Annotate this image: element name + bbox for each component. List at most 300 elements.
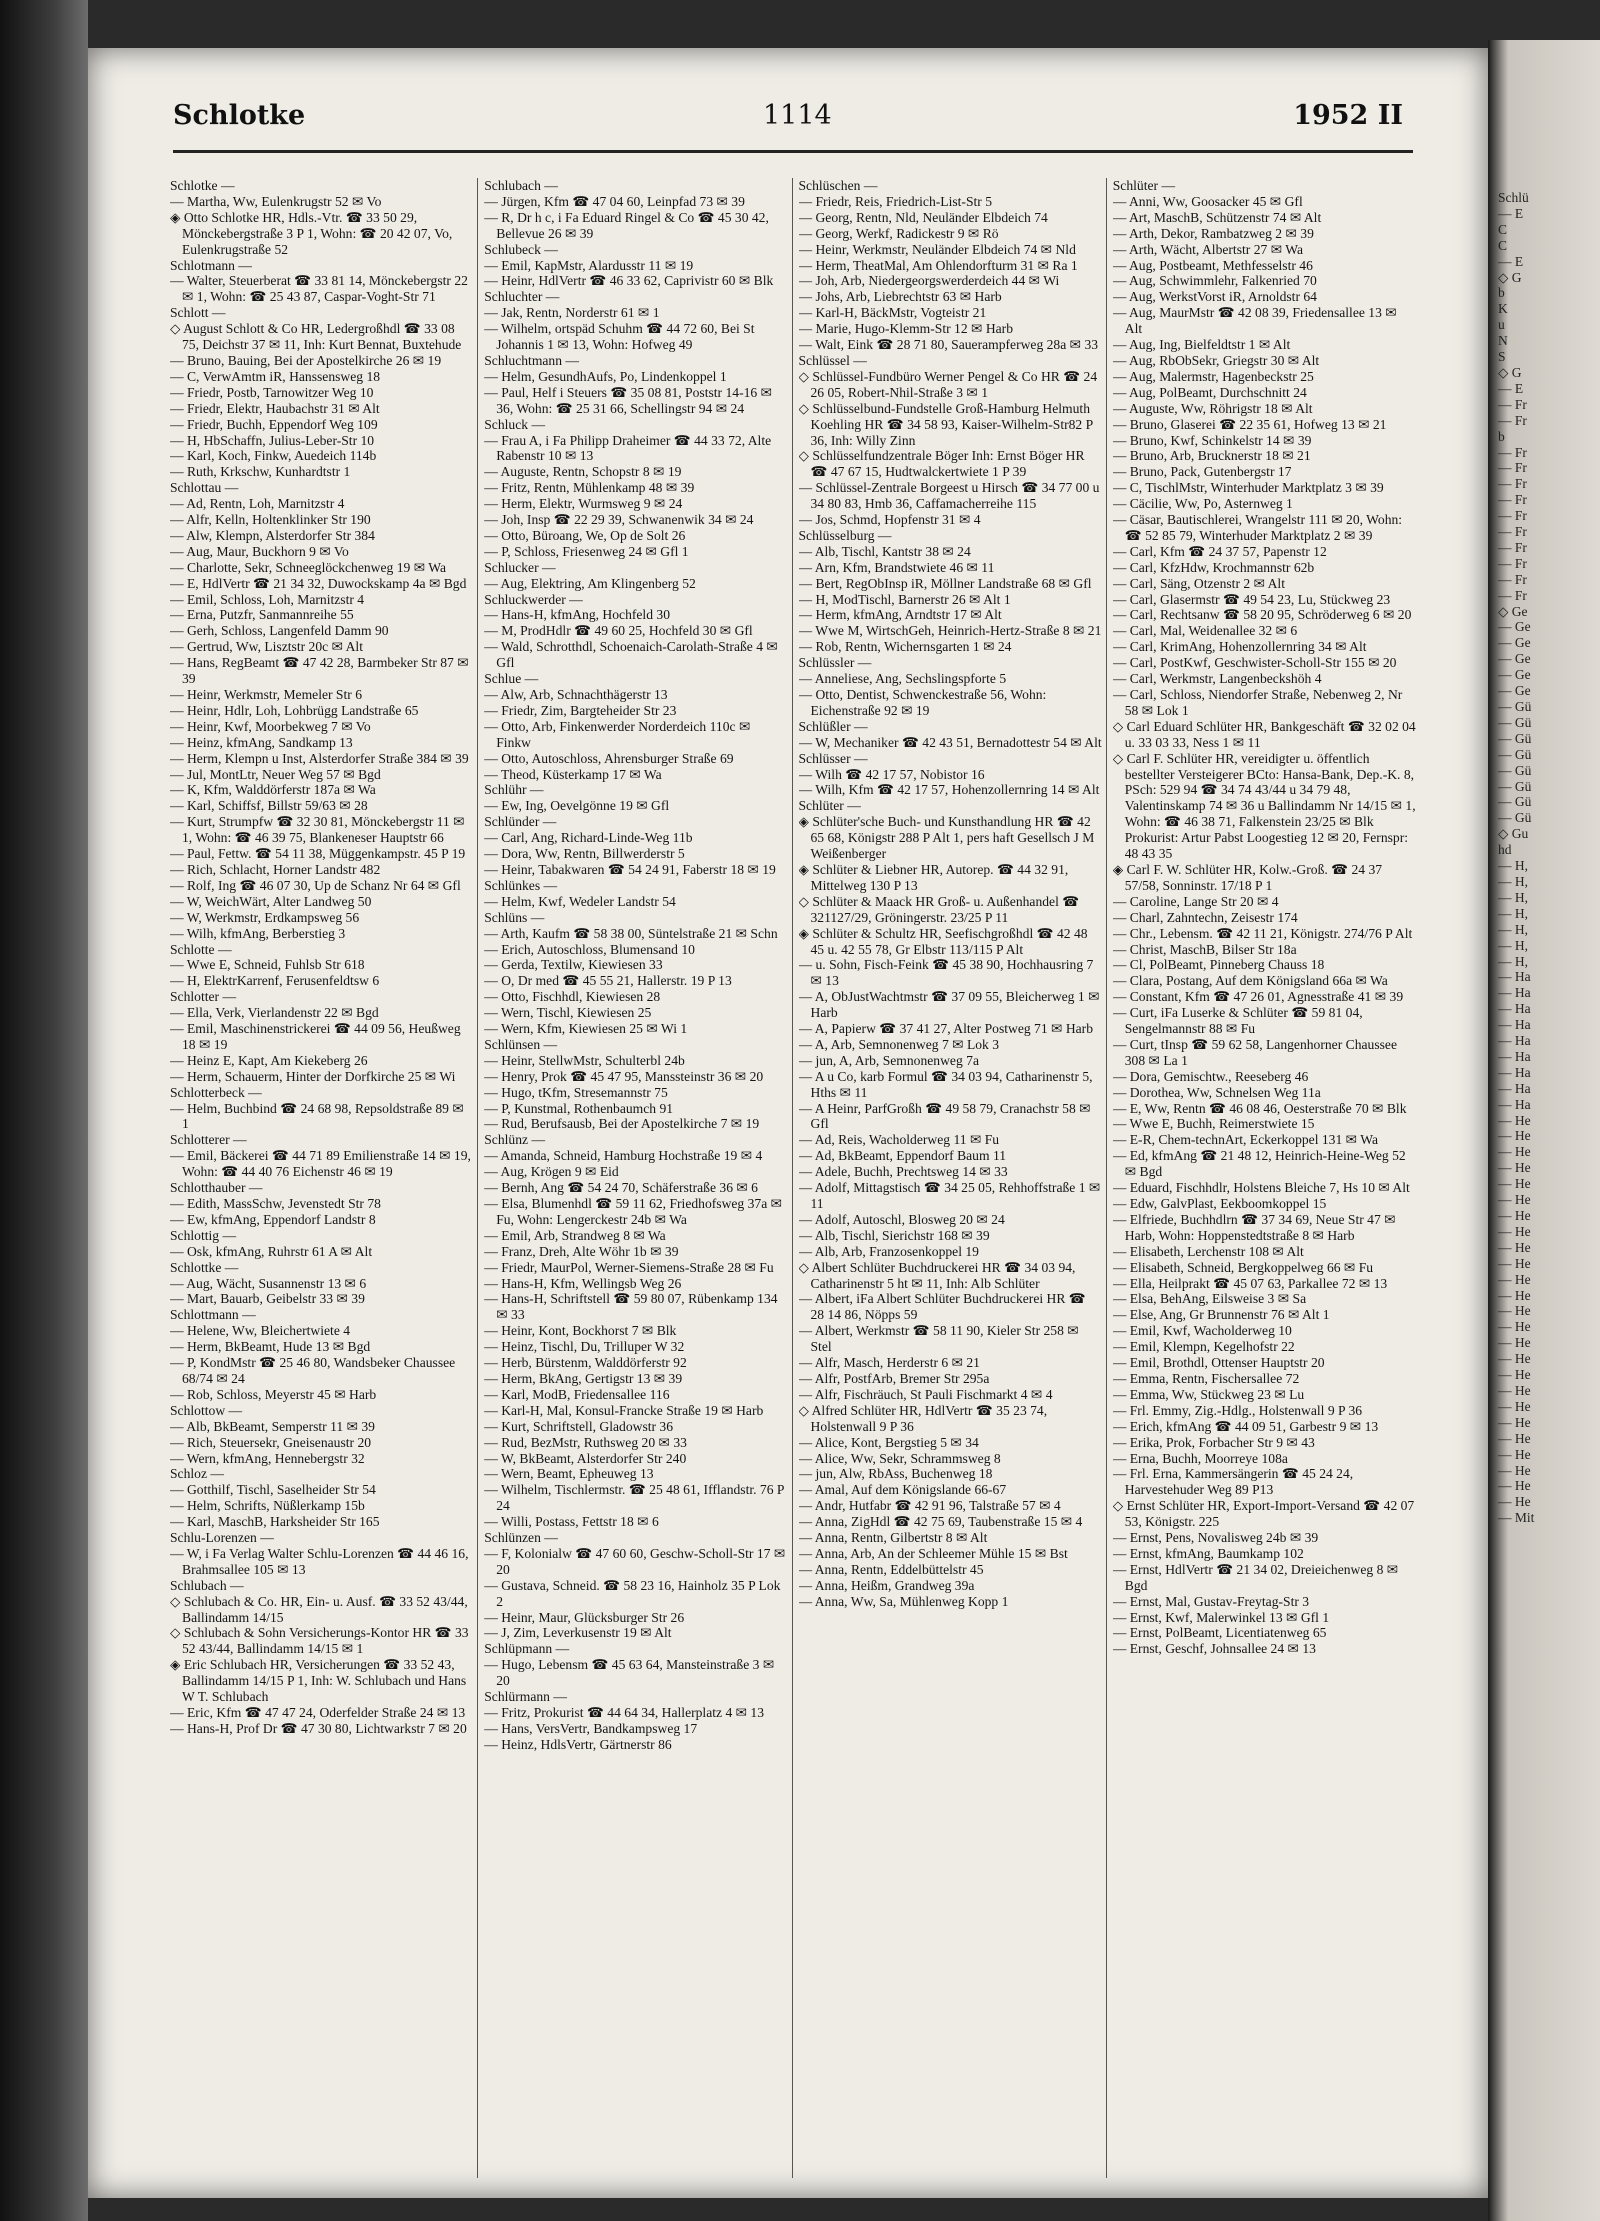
directory-entry: — Frl. Erna, Kammersängerin ☎ 45 24 24, Harvestehuder Weg 89 P13 <box>1112 1466 1354 1498</box>
directory-entry: — Auguste, Ww, Röhrigstr 18 ✉ Alt <box>1112 400 1313 416</box>
directory-entry: — Fritz, Prokurist ☎ 44 64 34, Hallerplatz 4 ✉ 13 <box>484 1705 765 1720</box>
directory-entry: — Aug, PolBeamt, Durchschnitt 24 <box>1112 384 1307 400</box>
directory-entry: — Charl, Zahntechn, Zeisestr 174 <box>1112 909 1298 925</box>
directory-entry: — Gerda, Textilw, Kiewiesen 33 <box>484 957 663 973</box>
directory-entry: — Auguste, Rentn, Schopstr 8 ✉ 19 <box>484 464 682 480</box>
directory-entry: — Aug, RbObSekr, Griegstr 30 ✉ Alt <box>1112 352 1320 368</box>
directory-entry: — Otto, Fischhdl, Kiewiesen 28 <box>484 989 661 1005</box>
adjacent-page-line: — Gü <box>1498 714 1532 730</box>
adjacent-page-line: — He <box>1498 1176 1531 1192</box>
directory-entry: — P, KondMstr ☎ 25 46 80, Wandsbeker Chaussee 68/74 ✉ 24 <box>170 1355 456 1386</box>
directory-entry: — Carl, Werkmstr, Langenbeckshöh 4 <box>1112 671 1322 687</box>
directory-entry: — Marie, Hugo-Klemm-Str 12 ✉ Harb <box>798 321 1013 337</box>
directory-entry: — Wald, Schrotthdl, Schoenaich-Carolath-Straße 4 ✉ Gfl <box>484 639 778 671</box>
adjacent-page-line: — H, <box>1498 905 1528 921</box>
directory-entry: — Amal, Auf dem Königslande 66-67 <box>798 1482 1007 1498</box>
directory-entry: — Clara, Postang, Auf dem Königsland 66a ✉ Wa <box>1112 973 1388 989</box>
adjacent-page-line: — Ge <box>1498 619 1531 635</box>
directory-entry: — Rolf, Ing ☎ 46 07 30, Up de Schanz Nr 64 ✉ Gfl <box>170 877 461 893</box>
directory-entry: Schlottke — <box>170 1259 239 1275</box>
directory-entry: — Heinr, Werkmstr, Memeler Str 6 <box>170 687 362 702</box>
directory-entry: — Adolf, Autoschl, Blosweg 20 ✉ 24 <box>798 1211 1005 1227</box>
adjacent-page-line: — Fr <box>1498 444 1527 460</box>
adjacent-page-line: — He <box>1498 1478 1531 1494</box>
directory-entry: — Rich, Schlacht, Horner Landstr 482 <box>170 861 381 877</box>
directory-entry: — Heinr, Kont, Bockhorst 7 ✉ Blk <box>484 1323 677 1339</box>
directory-entry: ◇ Schlüter & Maack HR Groß- u. Außenhandel ☎ 321127/29, Gröningerstr. 23/25 P 11 <box>798 893 1080 925</box>
directory-entry: — C, TischlMstr, Winterhuder Marktplatz 3 ✉ 39 <box>1112 480 1384 496</box>
directory-entry: — Carl, Schloss, Niendorfer Straße, Nebenweg 2, Nr 58 ✉ Lok 1 <box>1112 687 1403 718</box>
directory-entry: — Emma, Ww, Stückweg 23 ✉ Lu <box>1112 1386 1305 1402</box>
directory-entry: — Hugo, tKfm, Stresemannstr 75 <box>484 1084 668 1100</box>
adjacent-page-line: — He <box>1498 1382 1531 1398</box>
directory-entry: — Carl, Ang, Richard-Linde-Weg 11b <box>484 830 693 846</box>
directory-entry: Schlürmann — <box>484 1689 567 1705</box>
adjacent-page-line: — Ge <box>1498 635 1531 651</box>
adjacent-page-line: — Gü <box>1498 730 1532 746</box>
adjacent-page-line: ◇ G <box>1498 269 1522 285</box>
directory-entry: — Heinr, Hdlr, Loh, Lohbrügg Landstraße 65 <box>170 702 419 718</box>
adjacent-page-line: — Gü <box>1498 810 1532 826</box>
column-4 <box>1113 178 1420 2178</box>
directory-entry: — A Heinr, ParfGroßh ☎ 49 58 79, Cranachstr 58 ✉ Gfl <box>798 1100 1091 1132</box>
directory-entry: Schluckwerder — <box>484 591 583 607</box>
directory-entry: — Herm, BkBeamt, Hude 13 ✉ Bgd <box>170 1339 371 1355</box>
directory-entry: — Amanda, Schneid, Hamburg Hochstraße 19 ✉ 4 <box>484 1148 763 1164</box>
directory-entry: — Wwe E, Schneid, Fuhlsb Str 618 <box>170 957 365 973</box>
directory-entry: ◈ Otto Schlotke HR, Hdls.-Vtr. ☎ 33 50 29, Mönckebergstraße 3 P 1, Wohn: ☎ 20 42 07, Vo, Eulenkrugstraße 52 <box>170 209 453 257</box>
adjacent-page-line: — Fr <box>1498 539 1527 555</box>
directory-entry: — Paul, Helf i Steuers ☎ 35 08 81, Poststr 14-16 ✉ 36, Wohn: ☎ 25 31 66, Schellingstr 94 ✉ 24 <box>484 384 772 416</box>
directory-entry: ◇ Schlüsselbund-Fundstelle Groß-Hamburg Helmuth Koehling HR ☎ 34 58 93, Kaiser-Wilhelm-Str82 P 36, Inh: Willy Zinn <box>798 400 1093 448</box>
directory-entry: — Arth, Dekor, Rambatzweg 2 ✉ 39 <box>1112 225 1314 241</box>
header-year: 1952 II <box>1293 100 1403 131</box>
directory-entry: — Osk, kfmAng, Ruhrstr 61 A ✉ Alt <box>170 1243 373 1259</box>
adjacent-page-line: — He <box>1498 1351 1531 1367</box>
directory-entry: ◈ Eric Schlubach HR, Versicherungen ☎ 33 52 43, Ballindamm 14/15 P 1, Inh: W. Schlubach und Hans W T. Schlubach <box>170 1657 467 1705</box>
directory-entry: — Paul, Fettw. ☎ 54 11 38, Müggenkampstr. 45 P 19 <box>170 846 466 862</box>
directory-entry: — Heinr, StellwMstr, Schulterbl 24b <box>484 1052 685 1068</box>
directory-entry: — Elfriede, Buchhdlrn ☎ 37 34 69, Neue Str 47 ✉ Harb, Wohn: Hoppenstedtstraße 8 ✉ Harb <box>1112 1211 1396 1243</box>
directory-entry: — Theod, Küsterkamp 17 ✉ Wa <box>484 766 662 782</box>
adjacent-page-line: — Ha <box>1498 1080 1531 1096</box>
directory-entry: — Alb, Tischl, Sierichstr 168 ✉ 39 <box>798 1227 990 1243</box>
directory-entry: — Ernst, PolBeamt, Licentiatenweg 65 <box>1112 1625 1327 1641</box>
directory-entry: — Carl, Glasermstr ☎ 49 54 23, Lu, Stückweg 23 <box>1112 591 1391 607</box>
directory-entry: — Heinz E, Kapt, Am Kiekeberg 26 <box>170 1052 368 1068</box>
directory-entry: Schlüssler — <box>798 655 872 671</box>
adjacent-page-line: — He <box>1498 1223 1531 1239</box>
adjacent-page-line: — Fr <box>1498 587 1527 603</box>
directory-entry: Schlubeck — <box>484 241 558 257</box>
directory-entry: — Henry, Prok ☎ 45 47 95, Manssteinstr 36 ✉ 20 <box>484 1068 764 1084</box>
directory-entry: — Emil, Maschinenstrickerei ☎ 44 09 56, Heußweg 18 ✉ 19 <box>170 1021 461 1052</box>
directory-entry: — Anna, Ww, Sa, Mühlenweg Kopp 1 <box>798 1593 1009 1609</box>
directory-entry: — Bruno, Arb, Brucknerstr 18 ✉ 21 <box>1112 448 1311 464</box>
directory-entry: — Friedr, Zim, Bargteheider Str 23 <box>484 702 677 718</box>
directory-entry: Schlotterer — <box>170 1132 247 1148</box>
directory-entry: — Hans-H, kfmAng, Hochfeld 30 <box>484 607 670 623</box>
directory-entry: — Otto, Arb, Finkenwerder Norderdeich 110c ✉ Finkw <box>484 718 751 750</box>
adjacent-page-edge <box>1488 40 1600 2221</box>
adjacent-page-line: Schlü <box>1498 190 1529 205</box>
directory-entry: — Art, MaschB, Schützenstr 74 ✉ Alt <box>1112 209 1322 225</box>
directory-entry: — Jos, Schmd, Hopfenstr 31 ✉ 4 <box>798 512 981 528</box>
directory-entry: ◇ Schlüsselfundzentrale Böger Inh: Ernst Böger HR ☎ 47 67 15, Hudtwalckertwiete 1 P 39 <box>798 448 1085 480</box>
directory-entry: — Constant, Kfm ☎ 47 26 01, Agnesstraße 41 ✉ 39 <box>1112 989 1404 1005</box>
directory-entry: Schlüter — <box>1112 178 1176 193</box>
adjacent-page-line: — Ha <box>1498 1064 1531 1080</box>
directory-entry: — Wilhelm, Tischlermstr. ☎ 25 48 61, Ifflandstr. 76 P 24 <box>484 1482 784 1514</box>
directory-entry: — Alw, Klempn, Alsterdorfer Str 384 <box>170 527 375 543</box>
directory-entry: Schluchtmann — <box>484 352 580 368</box>
directory-entry: Schlotte — <box>170 941 232 957</box>
directory-entry: — Ad, BkBeamt, Eppendorf Baum 11 <box>798 1148 1007 1164</box>
directory-entry: — Heinr, Kwf, Moorbekweg 7 ✉ Vo <box>170 718 371 734</box>
header-name: Schlotke <box>173 100 306 131</box>
directory-entry: — E-R, Chem-technArt, Eckerkoppel 131 ✉ Wa <box>1112 1132 1378 1148</box>
directory-entry: — Erika, Prok, Forbacher Str 9 ✉ 43 <box>1112 1434 1315 1450</box>
directory-entry: Schlubach — <box>484 178 558 193</box>
directory-entry: — Ernst, kfmAng, Baumkamp 102 <box>1112 1545 1304 1561</box>
directory-entry: — Aug, Schwimmlehr, Falkenried 70 <box>1112 273 1317 289</box>
adjacent-page-line: — Gü <box>1498 794 1532 810</box>
directory-entry: — Ew, Ing, Oevelgönne 19 ✉ Gfl <box>484 798 670 814</box>
directory-entry: Schlühr — <box>484 782 544 798</box>
directory-entry: — Aug, Krögen 9 ✉ Eid <box>484 1164 619 1180</box>
directory-entry: — Heinz, HdlsVertr, Gärtnerstr 86 <box>484 1736 672 1752</box>
directory-entry: — Ed, kfmAng ☎ 21 48 12, Heinrich-Heine-Weg 52 ✉ Bgd <box>1112 1148 1406 1180</box>
header-page-number: 1114 <box>763 100 832 131</box>
directory-entry: Schlünder — <box>484 814 557 830</box>
adjacent-page-line: — He <box>1498 1335 1531 1351</box>
directory-entry: — Wilh, kfmAng, Berberstieg 3 <box>170 925 346 941</box>
directory-entry: Schlotmann — <box>170 257 252 273</box>
directory-entry: — H, ElektrKarrenf, Ferusenfeldtsw 6 <box>170 973 380 989</box>
directory-entry: — Bruno, Glaserei ☎ 22 35 61, Hofweg 13 ✉ 21 <box>1112 416 1387 432</box>
directory-entry: — Erich, Autoschloss, Blumensand 10 <box>484 941 695 957</box>
adjacent-page-line: — Ha <box>1498 1048 1531 1064</box>
adjacent-page-line: — H, <box>1498 921 1528 937</box>
directory-entry: — Carl, KfzHdw, Krochmannstr 62b <box>1112 559 1315 575</box>
directory-entry: — Frau A, i Fa Philipp Draheimer ☎ 44 33 72, Alte Rabenstr 10 ✉ 13 <box>484 432 772 464</box>
adjacent-page-line: — He <box>1498 1398 1531 1414</box>
adjacent-page-line: — He <box>1498 1255 1531 1271</box>
directory-entry: — Herb, Bürstenm, Walddörferstr 92 <box>484 1355 687 1371</box>
directory-entry: Schlottau — <box>170 480 239 496</box>
directory-entry: — Helm, GesundhAufs, Po, Lindenkoppel 1 <box>484 368 727 384</box>
directory-entry: — Alfr, Fischräuch, St Pauli Fischmarkt 4 ✉ 4 <box>798 1386 1053 1402</box>
directory-entry: — Anna, Heißm, Grandweg 39a <box>798 1577 975 1593</box>
directory-entry: — Kurt, Strumpfw ☎ 32 30 81, Mönckebergstr 11 ✉ 1, Wohn: ☎ 46 39 75, Blankeneser Hauptstr 66 <box>170 814 465 846</box>
directory-entry: — Heinz, Tischl, Du, Trilluper W 32 <box>484 1339 685 1355</box>
adjacent-page-line: — He <box>1498 1271 1531 1287</box>
adjacent-page-line: — Fr <box>1498 412 1527 428</box>
directory-entry: — Cäcilie, Ww, Po, Asternweg 1 <box>1112 496 1293 512</box>
directory-entry: Schlucker — <box>484 559 556 575</box>
directory-entry: — Schlüssel-Zentrale Borgeest u Hirsch ☎ 34 77 00 u 34 80 83, Hmb 36, Caffamacherreihe 115 <box>798 480 1100 512</box>
directory-entry: Schlüschen — <box>798 178 878 193</box>
directory-entry: — Anneliese, Ang, Sechslingspforte 5 <box>798 671 1007 687</box>
directory-entry: — Gerh, Schloss, Langenfeld Damm 90 <box>170 623 389 639</box>
directory-entry: — Adele, Buchh, Prechtsweg 14 ✉ 33 <box>798 1164 1008 1180</box>
directory-entry: — Gotthilf, Tischl, Saselheider Str 54 <box>170 1482 376 1498</box>
adjacent-page-line: b <box>1498 285 1505 301</box>
adjacent-page-line: — He <box>1498 1462 1531 1478</box>
directory-entry: — Emil, Brothdl, Ottenser Hauptstr 20 <box>1112 1355 1325 1371</box>
directory-entry: — Wwe M, WirtschGeh, Heinrich-Hertz-Straße 8 ✉ 21 <box>798 623 1102 639</box>
directory-entry: — Ernst, HdlVertr ☎ 21 34 02, Dreieichenweg 8 ✉ Bgd <box>1112 1561 1399 1593</box>
directory-entry: ◇ August Schlott & Co HR, Ledergroßhdl ☎ 33 08 75, Deichstr 37 ✉ 11, Inh: Kurt Bennat, Buxtehude <box>170 321 462 353</box>
directory-entry: ◇ Schlubach & Sohn Versicherungs-Kontor HR ☎ 33 52 43/44, Ballindamm 14/15 ✉ 1 <box>170 1625 469 1657</box>
directory-entry: — M, ProdHdlr ☎ 49 60 25, Hochfeld 30 ✉ Gfl <box>484 623 753 639</box>
adjacent-page-line: — H, <box>1498 953 1528 969</box>
directory-entry: — Karl-H, Mal, Konsul-Francke Straße 19 ✉ Harb <box>484 1402 764 1418</box>
directory-entry: — Emil, Schloss, Loh, Marnitzstr 4 <box>170 591 365 607</box>
directory-entry: — Alice, Kont, Bergstieg 5 ✉ 34 <box>798 1434 979 1450</box>
adjacent-page-line: — Ha <box>1498 1001 1531 1017</box>
directory-entry: Schlottmann — <box>170 1307 256 1323</box>
directory-entry: — A u Co, karb Formul ☎ 34 03 94, Catharinenstr 5, Hths ✉ 11 <box>798 1068 1093 1100</box>
directory-entry: — Jak, Rentn, Norderstr 61 ✉ 1 <box>484 305 660 321</box>
directory-entry: — Hugo, Lebensm ☎ 45 63 64, Mansteinstraße 3 ✉ 20 <box>484 1657 775 1689</box>
adjacent-page-line: S <box>1498 349 1506 365</box>
directory-entry: — Elisabeth, Schneid, Bergkoppelweg 66 ✉ Fu <box>1112 1259 1374 1275</box>
directory-entry: — Emil, Kwf, Wacholderweg 10 <box>1112 1323 1292 1339</box>
adjacent-page-line: — Fr <box>1498 396 1527 412</box>
directory-entry: — Wern, Beamt, Epheuweg 13 <box>484 1466 654 1482</box>
directory-entry: — Emil, Klempn, Kegelhofstr 22 <box>1112 1339 1295 1355</box>
adjacent-page-line: — Fr <box>1498 476 1527 492</box>
directory-entry: — jun, A, Arb, Semnonenweg 7a <box>798 1052 979 1068</box>
directory-entry: — Curt, iFa Luserke & Schlüter ☎ 59 81 04, Sengelmannstr 88 ✉ Fu <box>1112 1005 1363 1037</box>
directory-entry: — W, Werkmstr, Erdkampsweg 56 <box>170 909 360 925</box>
directory-entry: — A, Papierw ☎ 37 41 27, Alter Postweg 71 ✉ Harb <box>798 1021 1094 1037</box>
adjacent-page-line: — Ge <box>1498 651 1531 667</box>
directory-entry: — Cäsar, Bautischlerei, Wrangelstr 111 ✉ 20, Wohn: ☎ 52 85 79, Winterhuder Marktplatz 2 ✉ 39 <box>1112 512 1403 543</box>
directory-entry: — Herm, Klempn u Inst, Alsterdorfer Straße 384 ✉ 39 <box>170 750 469 766</box>
directory-entry: — Emma, Rentn, Fischersallee 72 <box>1112 1370 1300 1386</box>
directory-entry: — Dorothea, Ww, Schnelsen Weg 11a <box>1112 1084 1321 1100</box>
adjacent-page-line: — He <box>1498 1287 1531 1303</box>
adjacent-page-line: — Gü <box>1498 746 1532 762</box>
directory-entry: — Rud, BezMstr, Ruthsweg 20 ✉ 33 <box>484 1434 687 1450</box>
directory-entry: — Hans-H, Kfm, Wellingsb Weg 26 <box>484 1275 682 1291</box>
directory-entry: — Hans-H, Schriftstell ☎ 59 80 07, Rübenkamp 134 ✉ 33 <box>484 1291 778 1323</box>
directory-entry: — Heinr, HdlVertr ☎ 46 33 62, Caprivistr 60 ✉ Blk <box>484 273 774 289</box>
directory-entry: — Curt, tInsp ☎ 59 62 58, Langenhorner Chaussee 308 ✉ La 1 <box>1112 1036 1397 1068</box>
directory-entry: Schlotke — <box>170 178 235 193</box>
adjacent-page-line: — H, <box>1498 937 1528 953</box>
directory-entry: Schlünsen — <box>484 1036 558 1052</box>
adjacent-page-line: — Fr <box>1498 492 1527 508</box>
directory-entry: — Rud, Berufsausb, Bei der Apostelkirche 7 ✉ 19 <box>484 1116 760 1132</box>
directory-entry: — Herm, kfmAng, Arndtstr 17 ✉ Alt <box>798 607 1002 623</box>
directory-entry: — Aug, Malermstr, Hagenbeckstr 25 <box>1112 368 1314 384</box>
directory-entry: — Walter, Steuerberat ☎ 33 81 14, Mönckebergstr 22 ✉ 1, Wohn: ☎ 25 43 87, Caspar-Voght-Str 71 <box>170 273 468 305</box>
directory-entry: — Aug, Wächt, Susannenstr 13 ✉ 6 <box>170 1275 367 1291</box>
directory-entry: — Helm, Kwf, Wedeler Landstr 54 <box>484 893 676 909</box>
directory-entry: Schlüsselburg — <box>798 527 892 543</box>
directory-entry: — Anni, Ww, Goosacker 45 ✉ Gfl <box>1112 193 1303 209</box>
directory-entry: — Joh, Insp ☎ 22 29 39, Schwanenwik 34 ✉ 24 <box>484 512 754 528</box>
directory-entry: — Herm, TheatMal, Am Ohlendorfturm 31 ✉ Ra 1 <box>798 257 1078 273</box>
column-3 <box>799 178 1107 2178</box>
directory-entry: — Elisabeth, Lerchenstr 108 ✉ Alt <box>1112 1243 1304 1259</box>
directory-entry: — W, WeichWärt, Alter Landweg 50 <box>170 893 372 909</box>
directory-entry: — Aug, Elektring, Am Klingenberg 52 <box>484 575 696 591</box>
directory-entry: — Karl, ModB, Friedensallee 116 <box>484 1386 670 1402</box>
adjacent-page-line: K <box>1498 301 1508 317</box>
directory-entry: ◇ Ernst Schlüter HR, Export-Import-Versand ☎ 42 07 53, Königstr. 225 <box>1112 1498 1415 1530</box>
directory-entry: — Carl, PostKwf, Geschwister-Scholl-Str 155 ✉ 20 <box>1112 655 1397 671</box>
page-header <box>173 100 1413 153</box>
directory-entry: Schluchter — <box>484 289 560 305</box>
directory-entry: — Bernh, Ang ☎ 54 24 70, Schäferstraße 36 ✉ 6 <box>484 1180 758 1196</box>
directory-entry: — Wern, kfmAng, Hennebergstr 32 <box>170 1450 365 1466</box>
adjacent-page-line: — Fr <box>1498 460 1527 476</box>
directory-entry: — Fritz, Rentn, Mühlenkamp 48 ✉ 39 <box>484 480 695 496</box>
directory-entry: — Aug, Maur, Buckhorn 9 ✉ Vo <box>170 543 349 559</box>
directory-entry: — Ruth, Krkschw, Kunhardtstr 1 <box>170 464 351 480</box>
directory-entry: — H, ModTischl, Barnerstr 26 ✉ Alt 1 <box>798 591 1011 607</box>
column-1 <box>170 178 478 2178</box>
directory-entry: — Wilh ☎ 42 17 57, Nobistor 16 <box>798 766 985 782</box>
directory-entry: Schlotthauber — <box>170 1180 263 1196</box>
directory-entry: — Charlotte, Sekr, Schneeglöckchenweg 19 ✉ Wa <box>170 559 447 575</box>
directory-entry: — Joh, Arb, Niedergeorgswerderdeich 44 ✉ Wi <box>798 273 1060 289</box>
adjacent-page-line: N <box>1498 333 1508 349</box>
directory-entry: ◇ Alfred Schlüter HR, HdlVertr ☎ 35 23 74, Holstenwall 9 P 36 <box>798 1402 1048 1434</box>
directory-entry: — Herm, Schauerm, Hinter der Dorfkirche 25 ✉ Wi <box>170 1068 456 1084</box>
directory-entry: — Friedr, Reis, Friedrich-List-Str 5 <box>798 193 993 209</box>
adjacent-page-line: hd <box>1498 842 1512 858</box>
adjacent-page-line: — Ge <box>1498 683 1531 699</box>
directory-entry: — Heinz, kfmAng, Sandkamp 13 <box>170 734 353 750</box>
directory-entry: — Bruno, Bauing, Bei der Apostelkirche 26 ✉ 19 <box>170 352 442 368</box>
adjacent-page-line: — Fr <box>1498 508 1527 524</box>
directory-entry: — Ernst, Pens, Novalisweg 24b ✉ 39 <box>1112 1530 1319 1546</box>
adjacent-page-line: b <box>1498 428 1505 444</box>
directory-entry: Schlüns — <box>484 909 545 925</box>
directory-entry: ◇ Schlubach & Co. HR, Ein- u. Ausf. ☎ 33 52 43/44, Ballindamm 14/15 <box>170 1593 468 1625</box>
directory-entry: — Ella, Verk, Vierlandenstr 22 ✉ Bgd <box>170 1005 379 1021</box>
directory-entry: — Ernst, Kwf, Malerwinkel 13 ✉ Gfl 1 <box>1112 1609 1330 1625</box>
directory-entry: — Adolf, Mittagstisch ☎ 34 25 05, Rehhoffstraße 1 ✉ 11 <box>798 1180 1101 1211</box>
adjacent-page-line: — Ha <box>1498 1096 1531 1112</box>
directory-entry: — Erna, Putzfr, Sanmannreihe 55 <box>170 607 354 623</box>
directory-entry: — Hans-H, Prof Dr ☎ 47 30 80, Lichtwarkstr 7 ✉ 20 <box>170 1720 467 1736</box>
adjacent-page-line: ◇ G <box>1498 364 1522 380</box>
directory-entry: — Otto, Autoschloss, Ahrensburger Straße 69 <box>484 750 734 766</box>
directory-entry: — Bert, RegObInsp iR, Möllner Landstraße 68 ✉ Gfl <box>798 575 1092 591</box>
adjacent-page-line: — Mit <box>1498 1510 1535 1526</box>
directory-entry: — Erna, Buchh, Moorreye 108a <box>1112 1450 1288 1466</box>
adjacent-page-line: — He <box>1498 1239 1531 1255</box>
directory-entry: — Martha, Ww, Eulenkrugstr 52 ✉ Vo <box>170 193 382 209</box>
directory-entry: — C, VerwAmtm iR, Hanssensweg 18 <box>170 368 381 384</box>
directory-entry: ◇ Carl Eduard Schlüter HR, Bankgeschäft ☎ 32 02 04 u. 33 03 33, Ness 1 ✉ 11 <box>1112 718 1416 750</box>
directory-entry: — Carl, Mal, Weidenallee 32 ✉ 6 <box>1112 623 1298 639</box>
adjacent-page-line: — Fr <box>1498 555 1527 571</box>
directory-entry: — A, ObJustWachtmstr ☎ 37 09 55, Bleicherweg 1 ✉ Harb <box>798 989 1100 1021</box>
directory-entry: — Mart, Bauarb, Geibelstr 33 ✉ 39 <box>170 1291 365 1307</box>
directory-entry: — Friedr, Postb, Tarnowitzer Weg 10 <box>170 384 374 400</box>
directory-entry: — Gertrud, Ww, Lisztstr 20c ✉ Alt <box>170 639 363 655</box>
directory-entry: — O, Dr med ☎ 45 55 21, Hallerstr. 19 P 13 <box>484 973 732 989</box>
adjacent-page-line: — E <box>1498 380 1524 396</box>
directory-entry: — Willi, Postass, Fettstr 18 ✉ 6 <box>484 1514 659 1530</box>
directory-entry: — Emil, Arb, Strandweg 8 ✉ Wa <box>484 1227 666 1243</box>
directory-entry: — jun, Alw, RbAss, Buchenweg 18 <box>798 1466 993 1482</box>
adjacent-page-line: — He <box>1498 1446 1531 1462</box>
directory-entry: — R, Dr h c, i Fa Eduard Ringel & Co ☎ 45 30 42, Bellevue 26 ✉ 39 <box>484 209 769 241</box>
directory-entry: — Heinr, Werkmstr, Neuländer Elbdeich 74 ✉ Nld <box>798 241 1076 257</box>
directory-entry: — Albert, iFa Albert Schlüter Buchdruckerei HR ☎ 28 14 86, Nöpps 59 <box>798 1291 1086 1323</box>
adjacent-page-line: — Fr <box>1498 571 1527 587</box>
directory-entry: — Wwe E, Buchh, Reimerstwiete 15 <box>1112 1116 1315 1132</box>
directory-entry: ◇ Schlüssel-Fundbüro Werner Pengel & Co HR ☎ 24 26 05, Robert-Nhil-Straße 3 ✉ 1 <box>798 368 1098 400</box>
directory-entry: — Heinr, Maur, Glücksburger Str 26 <box>484 1609 685 1625</box>
directory-entry: — Herm, BkAng, Gertigstr 13 ✉ 39 <box>484 1370 683 1386</box>
directory-entry: Schlünkes — <box>484 877 558 893</box>
directory-entry: — Rich, Steuersekr, Gneisenaustr 20 <box>170 1434 372 1450</box>
adjacent-page-line: — Ha <box>1498 1033 1531 1049</box>
directory-entry: — Aug, WerkstVorst iR, Arnoldstr 64 <box>1112 289 1317 305</box>
directory-entry: — Karl, Koch, Finkw, Auedeich 114b <box>170 448 377 464</box>
directory-entry: — Anna, ZigHdl ☎ 42 75 69, Taubenstraße 15 ✉ 4 <box>798 1514 1083 1530</box>
directory-entry: — Wilh, Kfm ☎ 42 17 57, Hohenzollernring 14 ✉ Alt <box>798 782 1100 798</box>
directory-entry: Schlünz — <box>484 1132 546 1148</box>
directory-entry: — Carl, KrimAng, Hohenzollernring 34 ✉ Alt <box>1112 639 1367 655</box>
directory-entry: Schlünzen — <box>484 1530 558 1546</box>
directory-entry: — Anna, Arb, An der Schleemer Mühle 15 ✉ Bst <box>798 1545 1068 1561</box>
directory-entry: Schlue — <box>484 671 539 687</box>
directory-entry: — Arth, Kaufm ☎ 58 38 00, Süntelstraße 21 ✉ Schn <box>484 925 778 941</box>
adjacent-page-line: — He <box>1498 1144 1531 1160</box>
directory-entry: — Alb, BkBeamt, Semperstr 11 ✉ 39 <box>170 1418 375 1434</box>
directory-entry: — Heinr, Tabakwaren ☎ 54 24 91, Faberstr 18 ✉ 19 <box>484 861 776 877</box>
directory-entry: — Franz, Dreh, Alte Wöhr 1b ✉ 39 <box>484 1243 679 1259</box>
directory-entry: — Helm, Schrifts, Nüßlerkamp 15b <box>170 1498 365 1514</box>
directory-entry: Schlotter — <box>170 989 237 1005</box>
directory-entry: Schlüßler — <box>798 718 868 734</box>
entry-columns <box>170 178 1420 2178</box>
directory-entry: — Helene, Ww, Bleichertwiete 4 <box>170 1323 351 1339</box>
directory-entry: — Edw, GalvPlast, Eekboomkoppel 15 <box>1112 1196 1327 1211</box>
directory-entry: — Hans, RegBeamt ☎ 47 42 28, Barmbeker Str 87 ✉ 39 <box>170 655 469 687</box>
directory-entry: — Aug, MaurMstr ☎ 42 08 39, Friedensallee 13 ✉ Alt <box>1112 305 1397 337</box>
directory-entry: Schluck — <box>484 416 546 432</box>
directory-entry: — Alfr, Masch, Herderstr 6 ✉ 21 <box>798 1355 980 1371</box>
adjacent-page-line: — E <box>1498 253 1524 269</box>
adjacent-page-line: — He <box>1498 1494 1531 1510</box>
directory-entry: — Dora, Gemischtw., Reeseberg 46 <box>1112 1068 1309 1084</box>
directory-entry: — E, Ww, Rentn ☎ 46 08 46, Oesterstraße 70 ✉ Blk <box>1112 1100 1407 1116</box>
directory-entry: ◈ Carl F. W. Schlüter HR, Kolw.-Groß. ☎ 24 37 57/58, Sonninstr. 17/18 P 1 <box>1112 861 1383 893</box>
adjacent-page-line: — H, <box>1498 858 1528 874</box>
directory-entry: Schlüsser — <box>798 750 868 766</box>
directory-entry: — Anna, Rentn, Gilbertstr 8 ✉ Alt <box>798 1530 988 1546</box>
adjacent-page-line: — Ge <box>1498 667 1531 683</box>
directory-entry: — Elsa, Blumenhdl ☎ 59 11 62, Friedhofsweg 37a ✉ Fu, Wohn: Lengerckestr 24b ✉ Wa <box>484 1196 783 1227</box>
directory-entry: — P, Kunstmal, Rothenbaumch 91 <box>484 1100 674 1116</box>
directory-entry: — Arth, Wächt, Albertstr 27 ✉ Wa <box>1112 241 1304 257</box>
directory-entry: — P, Schloss, Friesenweg 24 ✉ Gfl 1 <box>484 543 689 559</box>
directory-entry: — Emil, KapMstr, Alardusstr 11 ✉ 19 <box>484 257 694 273</box>
adjacent-page-line: — Gü <box>1498 778 1532 794</box>
directory-entry: ◈ Schlüter'sche Buch- und Kunsthandlung HR ☎ 42 65 68, Königstr 288 P Alt 1, pers haft Gesellsch J M Weißenberger <box>798 814 1095 862</box>
